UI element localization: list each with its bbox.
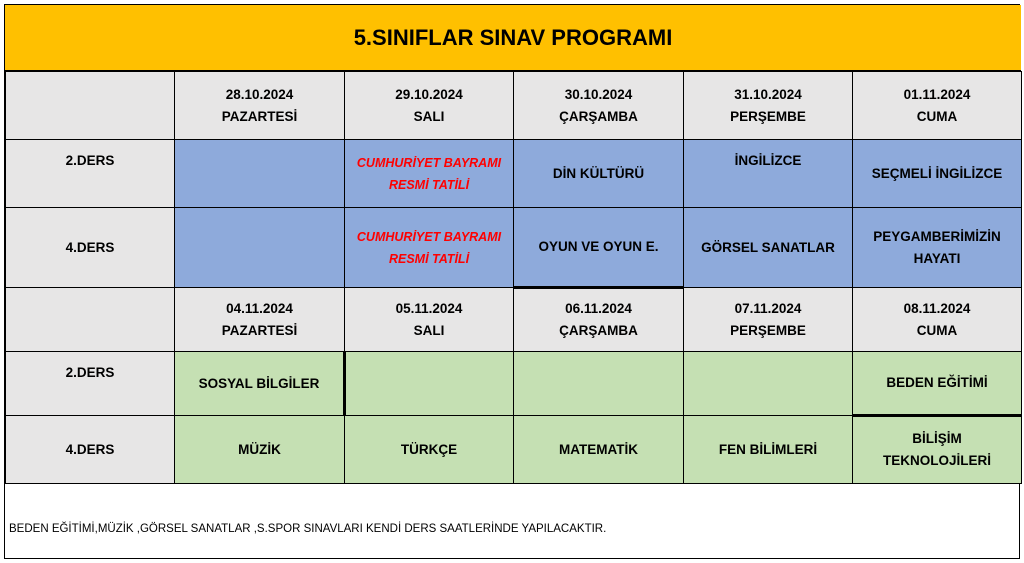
week1-header-row — [6, 72, 1022, 140]
exam-schedule-table — [5, 71, 1022, 484]
exam-cell: SEÇMELİ İNGİLİZCE — [853, 140, 1022, 208]
day-header: 06.11.2024 ÇARŞAMBA — [514, 288, 684, 352]
day-header: 07.11.2024 PERŞEMBE — [684, 288, 853, 352]
day-header: 05.11.2024 SALI — [345, 288, 514, 352]
exam-cell — [514, 352, 684, 416]
holiday-cell: CUMHURİYET BAYRAMI RESMİ TATİLİ — [345, 208, 514, 288]
footer-note: BEDEN EĞİTİMİ,MÜZİK ,GÖRSEL SANATLAR ,S.SPOR SINAVLARI KENDİ DERS SAATLERİNDE YAPILACAKTIR. — [9, 523, 607, 535]
day-header: 30.10.2024 ÇARŞAMBA — [514, 72, 684, 140]
exam-cell: İNGİLİZCE — [684, 140, 853, 208]
exam-cell: MATEMATİK — [514, 416, 684, 484]
exam-cell — [175, 208, 345, 288]
table-row — [6, 140, 1022, 208]
day-header: 31.10.2024 PERŞEMBE — [684, 72, 853, 140]
exam-cell: SOSYAL BİLGİLER — [175, 352, 345, 416]
day-header: 28.10.2024 PAZARTESİ — [175, 72, 345, 140]
lesson-label: 4.DERS — [6, 208, 175, 288]
exam-cell — [175, 140, 345, 208]
lesson-label: 2.DERS — [6, 140, 175, 208]
exam-cell — [345, 352, 514, 416]
lesson-label: 2.DERS — [6, 352, 175, 416]
table-row — [6, 352, 1022, 416]
exam-cell: BEDEN EĞİTİMİ — [853, 352, 1022, 416]
exam-cell: OYUN VE OYUN E. — [514, 208, 684, 288]
exam-cell — [684, 352, 853, 416]
exam-cell: BİLİŞİM TEKNOLOJİLERİ — [853, 416, 1022, 484]
schedule-document — [4, 4, 1020, 559]
exam-cell: GÖRSEL SANATLAR — [684, 208, 853, 288]
week2-header-row — [6, 288, 1022, 352]
header-empty-cell — [6, 288, 175, 352]
holiday-cell: CUMHURİYET BAYRAMI RESMİ TATİLİ — [345, 140, 514, 208]
exam-cell: PEYGAMBERİMİZİN HAYATI — [853, 208, 1022, 288]
header-empty-cell — [6, 72, 175, 140]
exam-cell: DİN KÜLTÜRÜ — [514, 140, 684, 208]
table-row — [6, 208, 1022, 288]
day-header: 08.11.2024 CUMA — [853, 288, 1022, 352]
lesson-label: 4.DERS — [6, 416, 175, 484]
day-header: 29.10.2024 SALI — [345, 72, 514, 140]
exam-cell: MÜZİK — [175, 416, 345, 484]
exam-cell: FEN BİLİMLERİ — [684, 416, 853, 484]
table-row — [6, 416, 1022, 484]
page-title: 5.SINIFLAR SINAV PROGRAMI — [5, 5, 1021, 71]
day-header: 04.11.2024 PAZARTESİ — [175, 288, 345, 352]
exam-cell: TÜRKÇE — [345, 416, 514, 484]
day-header: 01.11.2024 CUMA — [853, 72, 1022, 140]
